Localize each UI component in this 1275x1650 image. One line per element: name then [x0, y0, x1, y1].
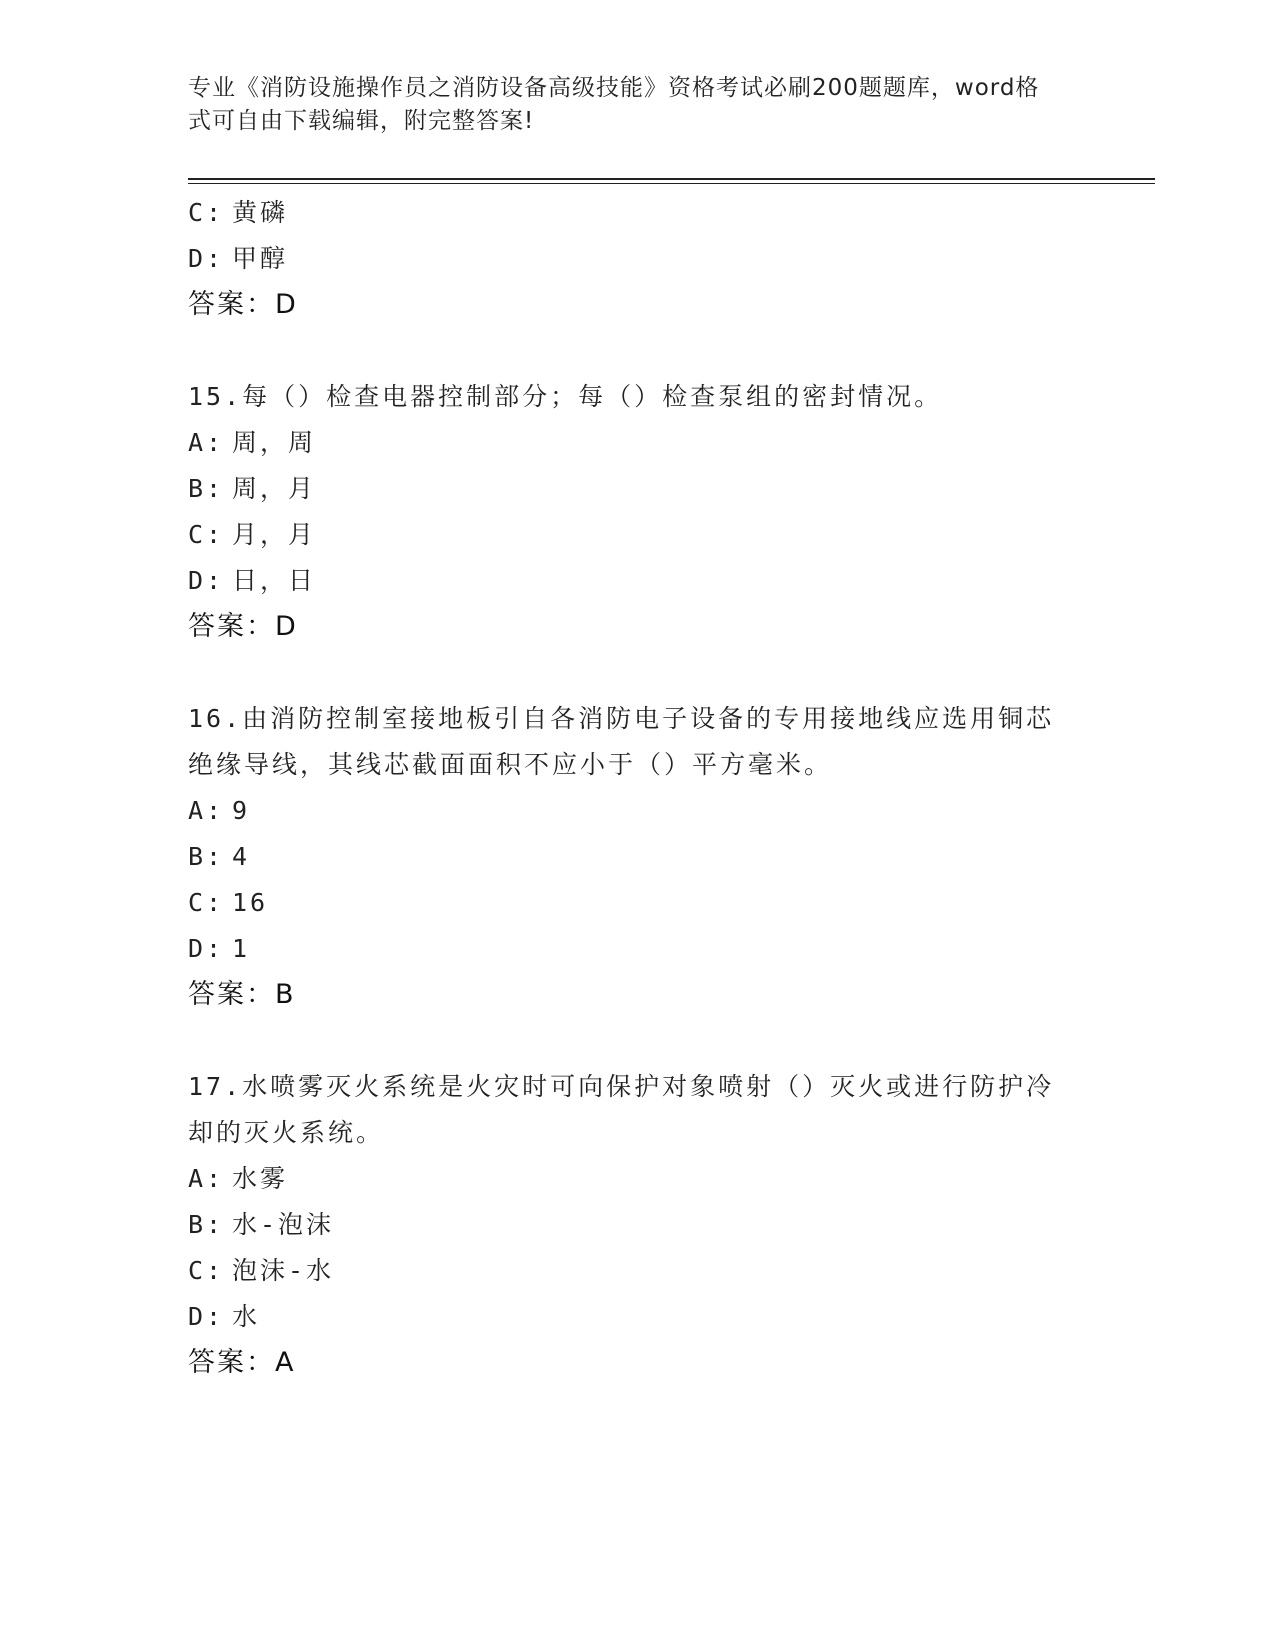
option-text: 4: [232, 842, 251, 871]
option-key: C:: [188, 198, 225, 227]
option-key: A:: [188, 1164, 225, 1193]
question-stem: [188, 1064, 1088, 1156]
question-stem-line: 绝缘导线，其线芯截面面积不应小于（）平方毫米。: [188, 750, 833, 779]
question-content: [188, 190, 1088, 1386]
answer-line: 答案：A: [188, 1347, 296, 1378]
option-a: [188, 1156, 1088, 1202]
answer-line: 答案：D: [188, 289, 298, 320]
question-block: [188, 374, 1088, 650]
option-key: B:: [188, 842, 225, 871]
option-b: [188, 1202, 1088, 1248]
option-c: [188, 512, 1088, 558]
option-key: D:: [188, 1302, 225, 1331]
option-b: [188, 834, 1088, 880]
option-d: [188, 926, 1088, 972]
question-stem-line: 17.水喷雾灭火系统是火灾时可向保护对象喷射（）灭火或进行防护冷: [188, 1072, 1055, 1101]
spacer: [188, 328, 1088, 374]
option-text: 1: [232, 934, 251, 963]
option-key: C:: [188, 1256, 225, 1285]
spacer: [188, 650, 1088, 696]
option-d: [188, 558, 1088, 604]
option-key: B:: [188, 1210, 225, 1239]
option-text: 泡沫-水: [232, 1256, 335, 1285]
document-header: [188, 72, 1068, 138]
option-text: 周，周: [232, 428, 317, 457]
previous-question-tail: [188, 190, 1088, 328]
option-key: A:: [188, 428, 225, 457]
answer-line: 答案：B: [188, 979, 296, 1010]
question-block: [188, 1064, 1088, 1386]
option-c: [188, 1248, 1088, 1294]
option-text: 水雾: [232, 1164, 289, 1193]
option-d: [188, 1294, 1088, 1340]
question-stem-line: 却的灭火系统。: [188, 1118, 385, 1147]
option-a: [188, 420, 1088, 466]
option-text: 水-泡沫: [232, 1210, 335, 1239]
option-text: 月，月: [232, 520, 317, 549]
option-text: 日，日: [232, 566, 317, 595]
option-key: D:: [188, 244, 225, 273]
answer-line: 答案：D: [188, 611, 298, 642]
option-text: 16: [232, 888, 269, 917]
spacer: [188, 1018, 1088, 1064]
option-text: 周，月: [232, 474, 317, 503]
option-key: A:: [188, 796, 225, 825]
option-key: D:: [188, 934, 225, 963]
option-a: [188, 788, 1088, 834]
question-stem-line: 16.由消防控制室接地板引自各消防电子设备的专用接地线应选用铜芯: [188, 704, 1055, 733]
option-key: C:: [188, 520, 225, 549]
question-block: [188, 696, 1088, 1018]
option-text: 9: [232, 796, 251, 825]
option-c: [188, 880, 1088, 926]
option-text: 水: [232, 1302, 261, 1331]
option-key: C:: [188, 888, 225, 917]
option-text: 黄磷: [232, 198, 289, 227]
question-stem: [188, 696, 1088, 788]
header-line-2: 式可自由下载编辑，附完整答案!: [188, 108, 535, 134]
option-key: D:: [188, 566, 225, 595]
option-b: [188, 466, 1088, 512]
option-d: [188, 236, 1088, 282]
option-text: 甲醇: [232, 244, 289, 273]
header-divider-thin: [188, 183, 1155, 184]
header-line-1: 专业《消防设施操作员之消防设备高级技能》资格考试必刷200题题库，word格: [188, 75, 1040, 101]
header-divider-thick: [188, 178, 1155, 180]
option-c: [188, 190, 1088, 236]
question-stem-line: 15.每（）检查电器控制部分；每（）检查泵组的密封情况。: [188, 382, 943, 411]
question-stem: [188, 374, 1088, 420]
option-key: B:: [188, 474, 225, 503]
